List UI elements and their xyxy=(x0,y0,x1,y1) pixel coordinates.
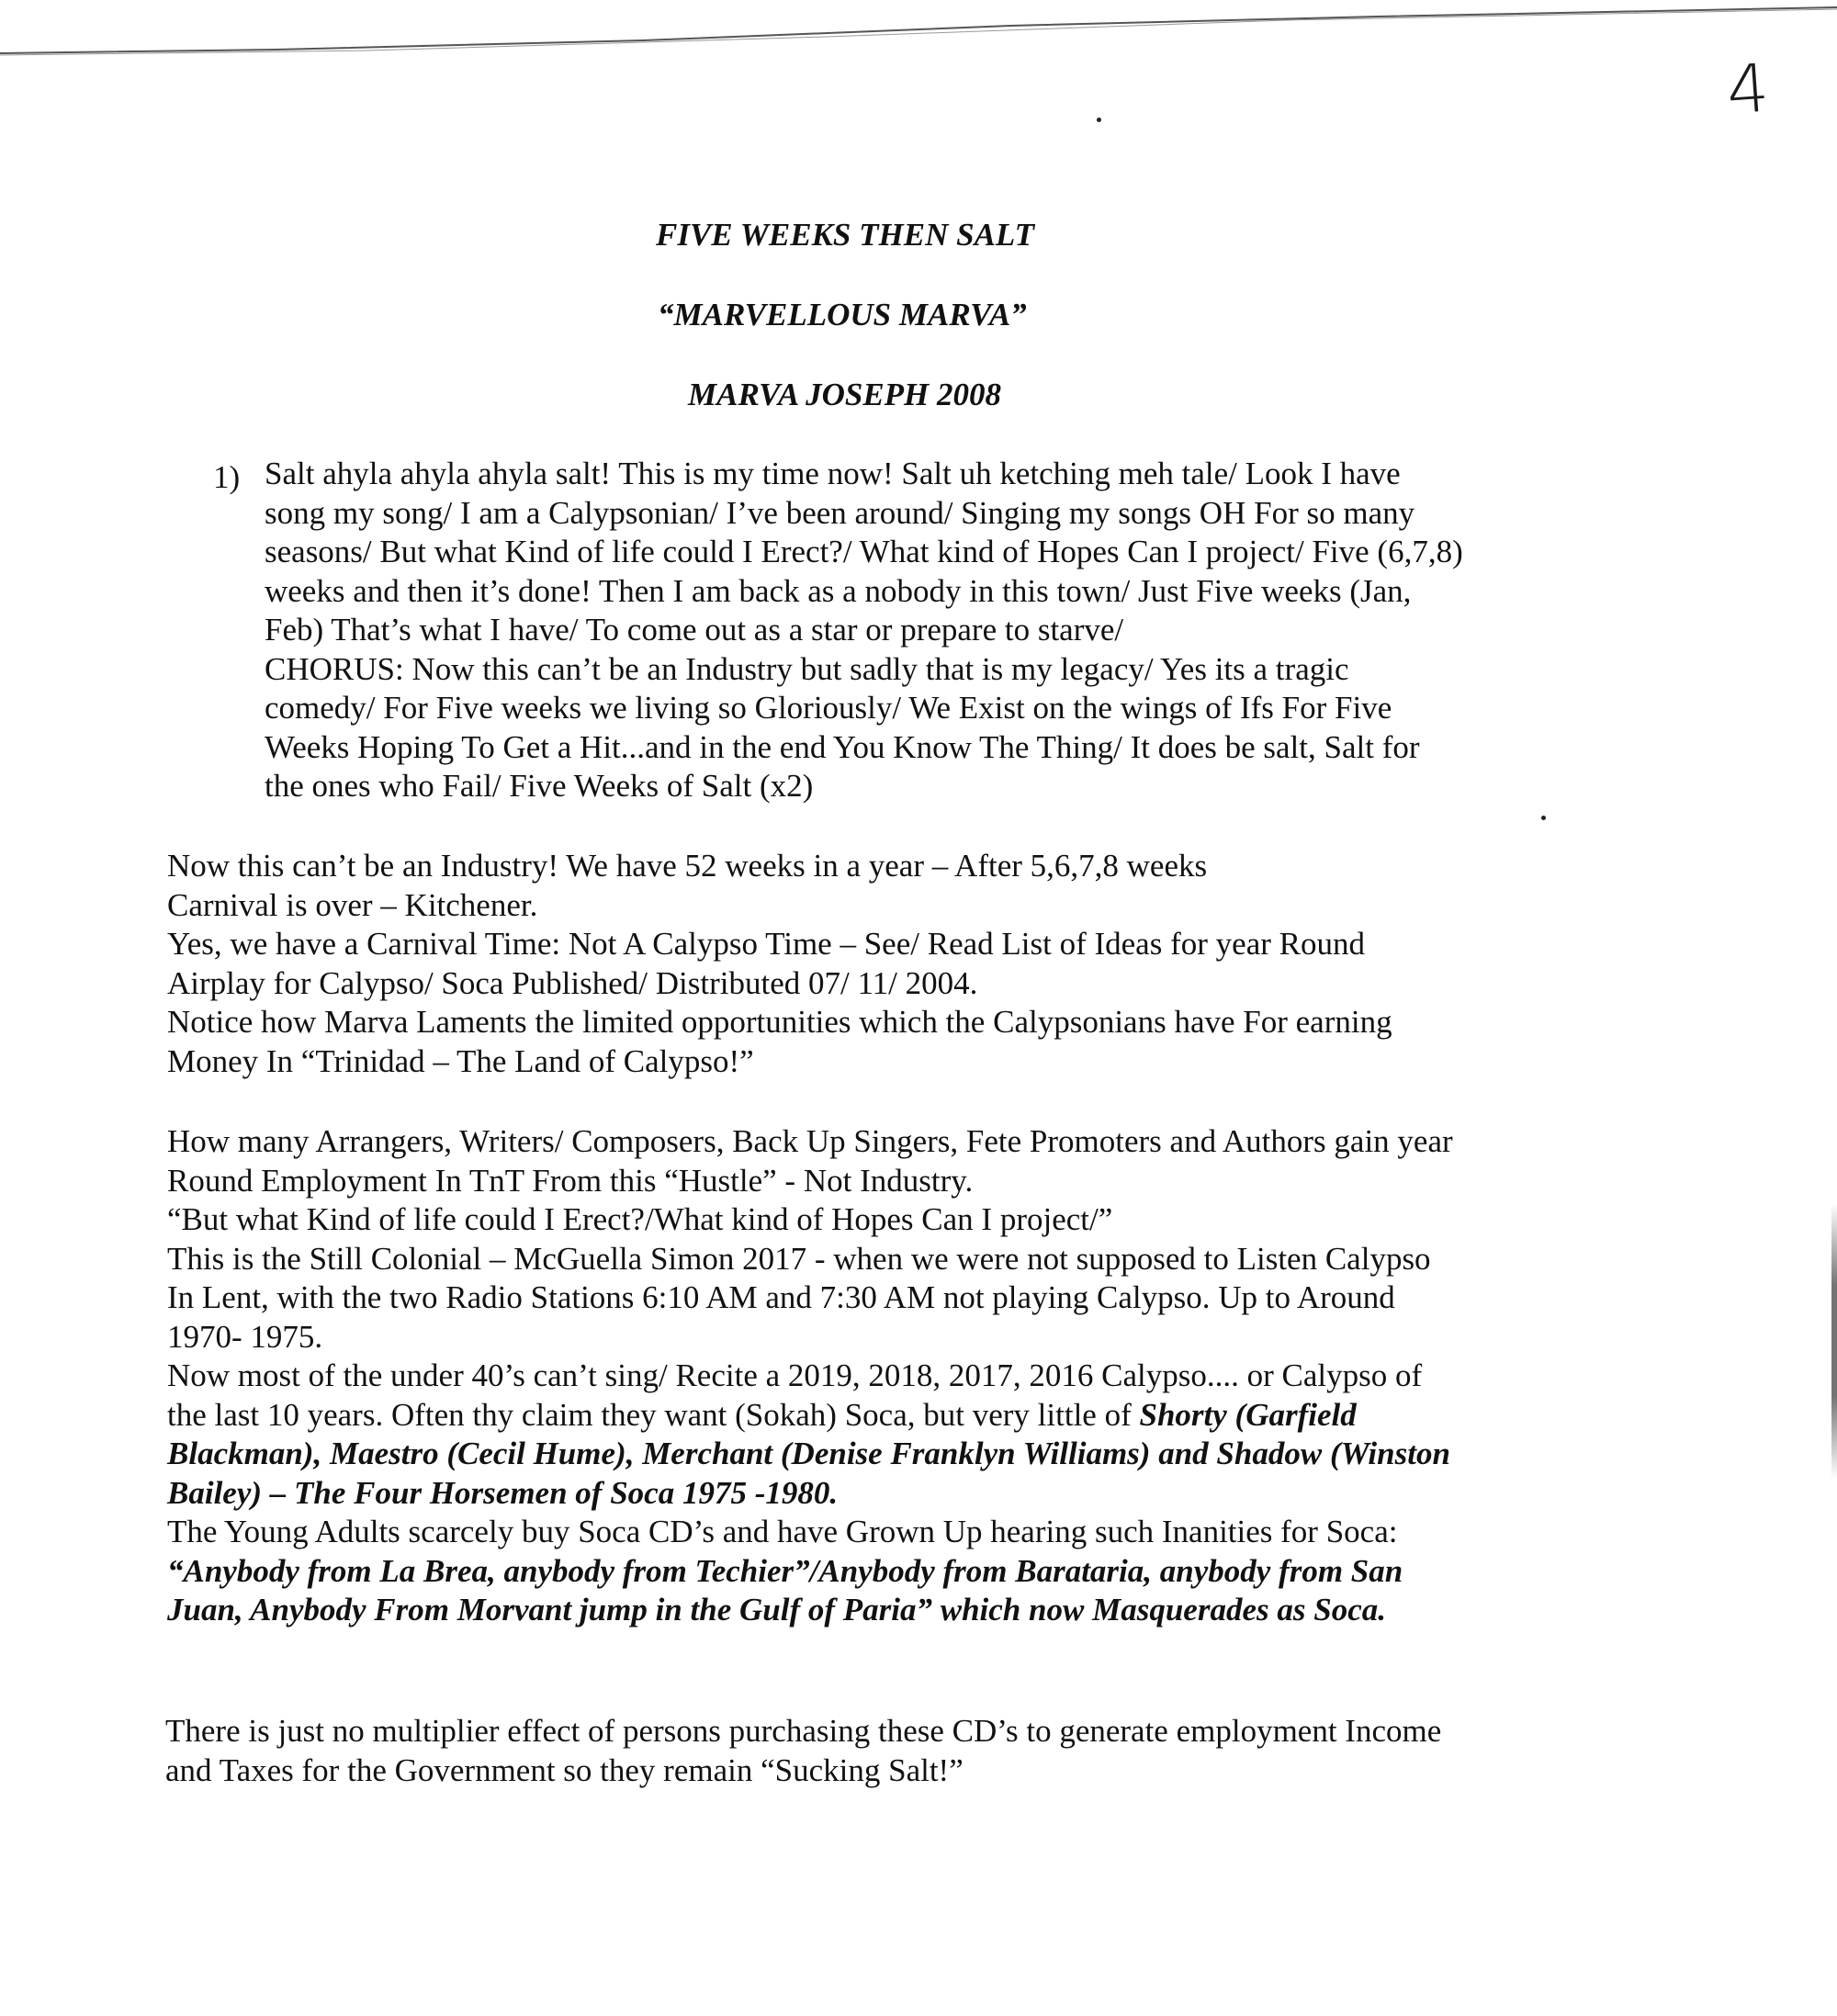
chorus-line: CHORUS: Now this can’t be an Industry but sadly that is my legacy/ Yes its a tragic xyxy=(265,650,1349,687)
commentary-paragraph xyxy=(167,1122,1453,1630)
conclusion-line: and Taxes for the Government so they remain “Sucking Salt!” xyxy=(165,1751,964,1788)
scan-speck xyxy=(1541,816,1546,820)
commentary-line: How many Arrangers, Writers/ Composers, Back Up Singers, Fete Promoters and Authors gain year xyxy=(167,1123,1453,1159)
commentary-line: Yes, we have a Carnival Time: Not A Calypso Time – See/ Read List of Ideas for year Round xyxy=(167,926,1365,962)
commentary-line: Money In “Trinidad – The Land of Calypso!” xyxy=(167,1042,754,1079)
commentary-line xyxy=(167,1396,1453,1436)
commentary-line: Round Employment In TnT From this “Hustle” - Not Industry. xyxy=(167,1162,974,1199)
page-number: 4 xyxy=(1724,49,1772,130)
commentary-line: The Young Adults scarcely buy Soca CD’s and have Grown Up hearing such Inanities for Soca: xyxy=(167,1514,1398,1549)
emphasis-text: Shorty (Garfield xyxy=(1139,1396,1357,1433)
performer-nickname: “MARVELLOUS MARVA” xyxy=(658,297,1027,332)
commentary-line: In Lent, with the two Radio Stations 6:10 AM and 7:30 AM not playing Calypso. Up to Around xyxy=(167,1279,1395,1315)
quoted-lyric-line: “But what Kind of life could I Erect?/What kind of Hopes Can I project/” xyxy=(167,1201,1113,1237)
commentary-line: Carnival is over – Kitchener. xyxy=(167,886,538,923)
commentary-line: Airplay for Calypso/ Soca Published/ Distributed 07/ 11/ 2004. xyxy=(167,964,978,1001)
verse-number: 1) xyxy=(213,459,241,495)
commentary-line: Now this can’t be an Industry! We have 52 weeks in a year – After 5,6,7,8 weeks xyxy=(167,848,1208,884)
scan-speck xyxy=(1097,118,1101,122)
verse-line: seasons/ But what Kind of life could I Erect?/ What kind of Hopes Can I project/ Five (6,7,8) xyxy=(265,534,1463,569)
chorus-line: the ones who Fail/ Five Weeks of Salt (x2) xyxy=(265,768,814,804)
conclusion-paragraph xyxy=(165,1712,1441,1790)
song-title: FIVE WEEKS THEN SALT xyxy=(656,217,1035,253)
emphasis-line: Blackman), Maestro (Cecil Hume), Merchant (Denise Franklyn Williams) and Shadow (Winston xyxy=(167,1436,1450,1471)
commentary-text: the last 10 years. Often thy claim they want (Sokah) Soca, but very little of xyxy=(167,1396,1140,1433)
chorus-line: Weeks Hoping To Get a Hit...and in the end You Know The Thing/ It does be salt, Salt for xyxy=(265,728,1420,765)
emphasis-line: Juan, Anybody From Morvant jump in the Gulf of Paria” which now Masquerades as Soca. xyxy=(167,1592,1386,1627)
verse-line: Salt ahyla ahyla ahyla salt! This is my time now! Salt uh ketching meh tale/ Look I have xyxy=(265,456,1401,491)
page-top-edge xyxy=(0,0,1837,64)
page-right-edge xyxy=(1831,1203,1837,1479)
verse-lyrics xyxy=(265,455,1463,806)
commentary-line: 1970- 1975. xyxy=(167,1318,323,1355)
commentary-line: Now most of the under 40’s can’t sing/ Recite a 2019, 2018, 2017, 2016 Calypso.... or Calypso of xyxy=(167,1357,1423,1393)
emphasis-line: Bailey) – The Four Horsemen of Soca 1975 -1980. xyxy=(167,1474,839,1511)
commentary-line: This is the Still Colonial – McGuella Simon 2017 - when we were not supposed to Listen Calypso xyxy=(167,1240,1431,1277)
emphasis-line: “Anybody from La Brea, anybody from Techier”/Anybody from Barataria, anybody from San xyxy=(167,1552,1403,1589)
conclusion-line: There is just no multiplier effect of persons purchasing these CD’s to generate employment Income xyxy=(165,1713,1442,1749)
performer-and-year: MARVA JOSEPH 2008 xyxy=(688,377,1002,412)
commentary-line: Notice how Marva Laments the limited opportunities which the Calypsonians have For earning xyxy=(167,1004,1392,1040)
verse-line: Feb) That’s what I have/ To come out as a star or prepare to starve/ xyxy=(265,612,1124,648)
verse-line: weeks and then it’s done! Then I am back as a nobody in this town/ Just Five weeks (Jan, xyxy=(265,572,1412,609)
verse-line: song my song/ I am a Calypsonian/ I’ve been around/ Singing my songs OH For so many xyxy=(265,494,1415,531)
chorus-line: comedy/ For Five weeks we living so Gloriously/ We Exist on the wings of Ifs For Five xyxy=(265,690,1392,726)
commentary-paragraph xyxy=(167,847,1392,1081)
